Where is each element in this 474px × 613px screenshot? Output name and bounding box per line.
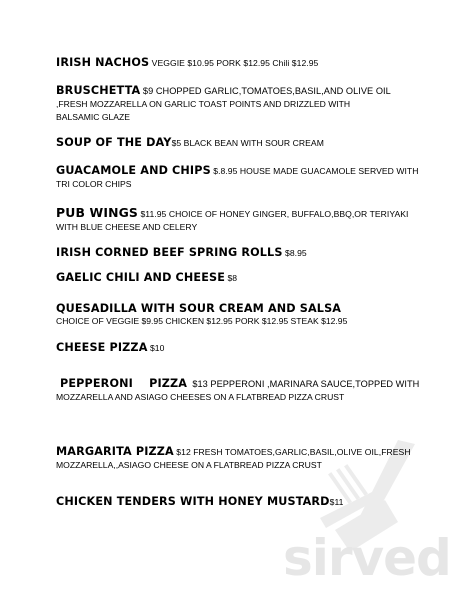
menu-item-gaelic-chili	[56, 270, 412, 285]
item-description: $11.95 CHOICE OF HONEY GINGER, BUFFALO,BBQ,OR TERIYAKI	[138, 209, 409, 219]
menu-item-cheese-pizza	[56, 340, 412, 355]
item-name: IRISH CORNED BEEF SPRING ROLLS	[56, 246, 283, 259]
item-description: BALSAMIC GLAZE	[56, 112, 131, 122]
item-name: PEPPERONI PIZZA	[56, 377, 188, 390]
item-name: BRUSCHETTA	[56, 84, 141, 97]
item-description: MOZZARELLA,,ASIAGO CHEESE ON A FLATBREAD PIZZA CRUST	[56, 460, 322, 470]
item-price: $10	[147, 343, 165, 353]
item-name: GAELIC CHILI AND CHEESE	[56, 271, 226, 284]
item-name: IRISH NACHOS	[56, 56, 150, 69]
item-price: $11	[329, 497, 344, 507]
item-description: $12 FRESH TOMATOES,GARLIC,BASIL,OLIVE OIL,FRESH	[173, 447, 411, 457]
item-description: MOZZARELLA AND ASIAGO CHEESES ON A FLATBREAD PIZZA CRUST	[56, 392, 345, 402]
menu-item-guacamole	[56, 163, 419, 191]
menu-item-pepperoni-pizza	[56, 376, 420, 404]
menu-item-margarita-pizza	[56, 444, 412, 472]
item-name: GUACAMOLE AND CHIPS	[56, 164, 211, 177]
watermark-text: sirved	[283, 529, 451, 587]
item-description: CHOICE OF VEGGIE $9.95 CHICKEN $12.95 PORK $12.95 STEAK $12.95	[56, 316, 348, 326]
item-name: CHEESE PIZZA	[56, 341, 148, 354]
item-description: $13 PEPPERONI ,MARINARA SAUCE,TOPPED WITH	[187, 379, 420, 389]
item-description: ,FRESH MOZZARELLA ON GARLIC TOAST POINTS AND DRIZZLED WITH	[56, 99, 351, 109]
item-description: $9 CHOPPED GARLIC,TOMATOES,BASIL,AND OLIVE OIL	[140, 86, 391, 96]
item-price: $8.95	[282, 248, 307, 258]
item-name: MARGARITA PIZZA	[56, 445, 174, 458]
item-price: $8	[225, 273, 238, 283]
item-description: TRI COLOR CHIPS	[56, 179, 132, 189]
menu-item-chicken-tenders	[56, 494, 412, 509]
item-description: WITH BLUE CHEESE AND CELERY	[56, 222, 198, 232]
item-name: SOUP OF THE DAY	[56, 136, 172, 149]
item-price: VEGGIE $10.95 PORK $12.95 Chili $12.95	[149, 58, 319, 68]
item-name: PUB WINGS	[56, 205, 138, 220]
menu-item-quesadilla	[56, 301, 412, 328]
item-description: $5 BLACK BEAN WITH SOUR CREAM	[171, 138, 324, 148]
menu-item-soup	[56, 135, 412, 150]
menu-item-spring-rolls	[56, 245, 412, 260]
item-name: CHICKEN TENDERS WITH HONEY MUSTARD	[56, 495, 330, 508]
menu-item-bruschetta	[56, 83, 412, 124]
item-description: $.8.95 HOUSE MADE GUACAMOLE SERVED WITH	[210, 166, 419, 176]
menu-item-pub-wings	[56, 206, 412, 234]
menu-item-irish-nachos	[56, 55, 412, 70]
item-name: QUESADILLA WITH SOUR CREAM AND SALSA	[56, 302, 342, 315]
